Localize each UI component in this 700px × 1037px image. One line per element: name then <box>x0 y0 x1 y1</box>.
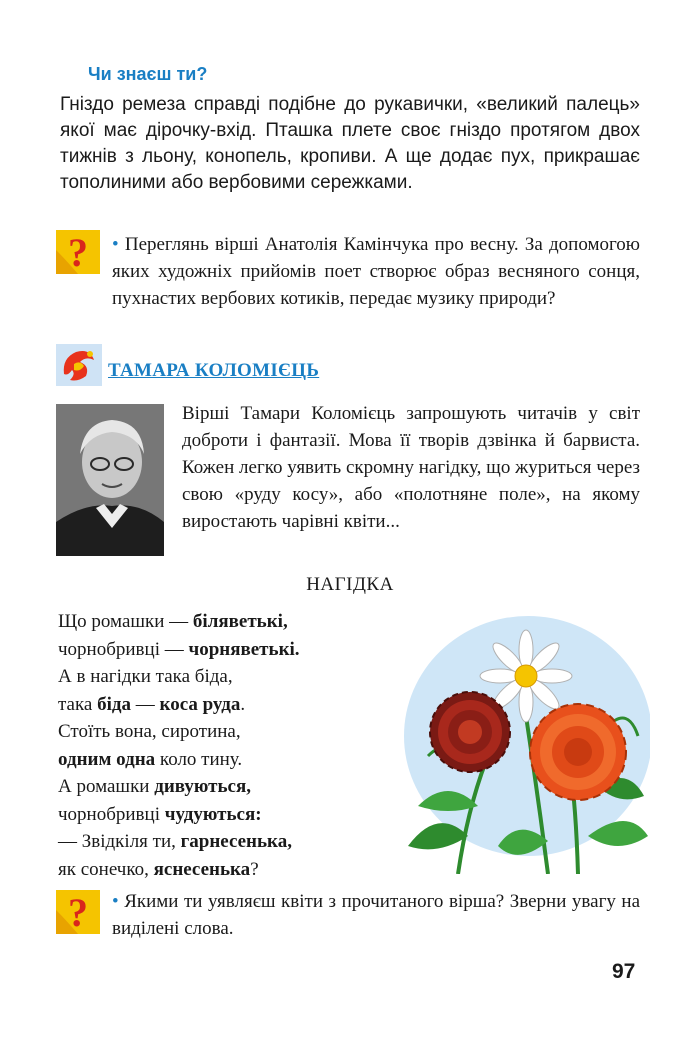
poem-segment: як сонечко, <box>58 858 154 880</box>
question-mark-icon <box>56 230 100 274</box>
poem-segment: . <box>240 693 246 715</box>
page-number: 97 <box>612 960 636 983</box>
poem-line <box>58 773 398 801</box>
poem-line <box>58 691 398 719</box>
svg-text:?: ? <box>68 890 88 934</box>
poem-segment: чорнобривці — <box>58 638 189 660</box>
poem-segment: чорнобривці <box>58 803 165 825</box>
author-section-icon <box>56 344 102 386</box>
poem-bold-segment: гарнесенька, <box>180 831 292 852</box>
svg-text:?: ? <box>68 230 88 274</box>
author-name: ТАМАРА КОЛОМІЄЦЬ <box>108 360 320 381</box>
poem-line <box>58 636 398 664</box>
poem-segment: коло тину. <box>155 748 243 770</box>
poem-segment: А в нагідки така біда, <box>58 666 233 687</box>
poem-bold-segment: біляветькі, <box>192 611 288 632</box>
poem-bold-segment: одним одна <box>58 748 156 770</box>
poem-line <box>58 608 398 636</box>
poem-segment: — Звідкіля ти, <box>58 831 181 852</box>
poem-bold-segment: біда <box>97 693 131 715</box>
flowers-illustration <box>398 606 650 874</box>
poem-line <box>58 746 398 774</box>
poem-bold-segment: дивуються, <box>154 776 251 797</box>
poem-segment: така <box>58 693 98 715</box>
task-2-bullet: • <box>112 891 119 912</box>
poem-segment: — <box>131 693 160 715</box>
question-mark-icon <box>56 890 100 934</box>
info-box-title: Чи знаєш ти? <box>88 64 208 84</box>
poem-text <box>58 608 398 883</box>
poem-bold-segment: коса руда <box>159 693 241 715</box>
poem-bold-segment: чорняветькі. <box>188 638 300 660</box>
poem-line <box>58 663 398 691</box>
poem-bold-segment: чудуються: <box>164 803 262 825</box>
task-1 <box>112 231 640 312</box>
poem-line <box>58 801 398 829</box>
task-2 <box>112 888 640 942</box>
poem-line <box>58 828 398 856</box>
poem-segment: А ромашки <box>58 776 155 797</box>
author-bio: Вірші Тамари Коломієць запрошують читачів у світ доброти і фантазії. Мова її творів дзвінка й барвиста. Кожен легко уявить скромну нагідку, що журиться через свою «руду косу», або «полотняне поле», на якому виростають чарівні квіти... <box>182 403 640 532</box>
task-1-bullet: • <box>112 234 119 255</box>
poem-segment: Що ромашки — <box>58 611 193 632</box>
poem-segment: Стоїть вона, сиротина, <box>58 721 241 742</box>
info-box-text: Гніздо ремеза справді подібне до рукавички, «великий палець» якої має дірочку-вхід. Пташка плете своє гніздо протягом двох тижнів з льону, конопель, кропиви. А ще додає пух, прикрашає тополиними або вербовими сережками. <box>60 94 640 193</box>
poem-line <box>58 856 398 884</box>
poem-line <box>58 718 398 746</box>
author-portrait <box>56 404 164 556</box>
task-1-text: Переглянь вірші Анатолія Камінчука про весну. За допомогою яких художніх прийомів поет створює образ весняного сонця, пухнастих вербових котиків, передає музику природи? <box>112 234 640 309</box>
poem-title: НАГІДКА <box>306 574 394 595</box>
task-2-text: Якими ти уявляєш квіти з прочитаного вірша? Зверни увагу на виділені слова. <box>112 891 641 939</box>
poem-bold-segment: яснесенька <box>153 858 251 880</box>
poem-segment: ? <box>250 858 259 880</box>
